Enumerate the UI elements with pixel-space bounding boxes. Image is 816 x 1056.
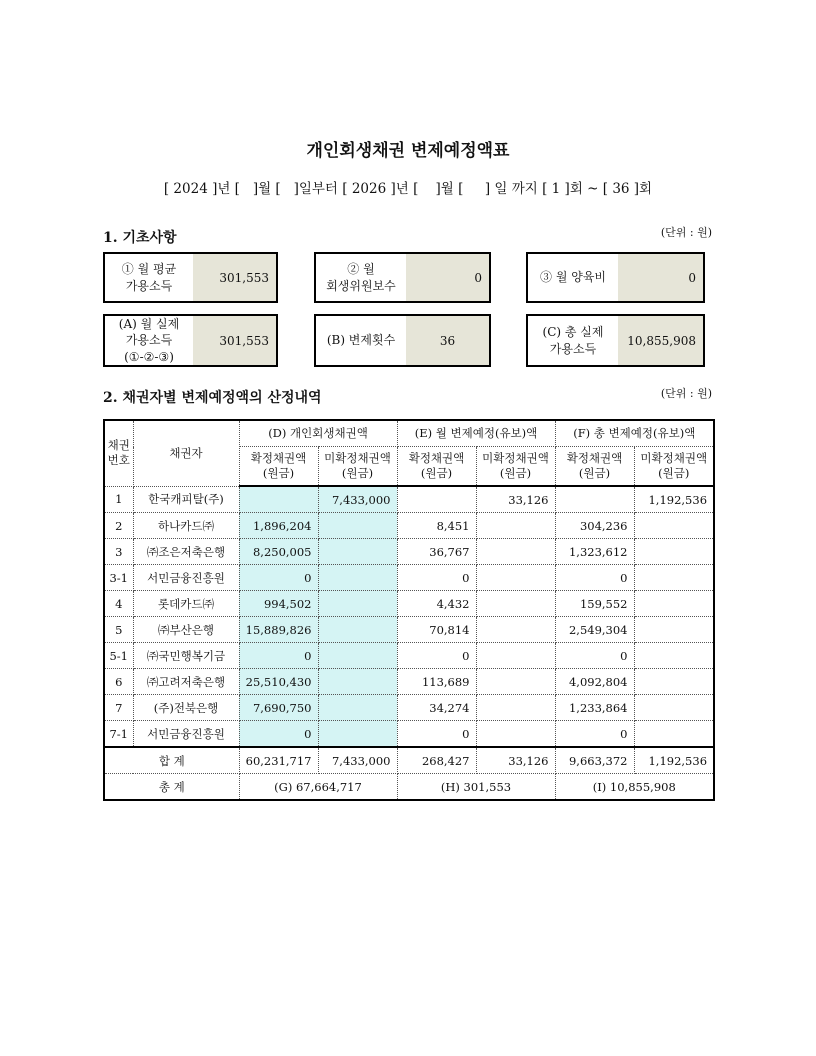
cell-d1: 0 bbox=[239, 643, 318, 669]
table-row bbox=[104, 565, 714, 591]
header-creditor-no: 채권 번호 bbox=[104, 420, 133, 486]
table-row bbox=[104, 695, 714, 721]
cell-d1: 1,896,204 bbox=[239, 513, 318, 539]
period-part-4: ]월 [ bbox=[435, 181, 464, 197]
header-E: (E) 월 변제예정(유보)액 bbox=[397, 420, 555, 447]
cell-no: 5-1 bbox=[104, 643, 133, 669]
basic-box-total-income bbox=[526, 314, 705, 367]
cell-f1: 304,236 bbox=[555, 513, 634, 539]
table-row bbox=[104, 721, 714, 748]
basic-label: (C) 총 실제 가용소득 bbox=[528, 316, 618, 365]
sum-e2: 33,126 bbox=[476, 747, 555, 774]
sum-d1: 60,231,717 bbox=[239, 747, 318, 774]
cell-name: 한국캐피탈(주) bbox=[133, 486, 239, 513]
cell-no: 3-1 bbox=[104, 565, 133, 591]
cell-e2 bbox=[476, 539, 555, 565]
cell-name: 롯데카드㈜ bbox=[133, 591, 239, 617]
cell-f1: 0 bbox=[555, 721, 634, 748]
cell-d1: 25,510,430 bbox=[239, 669, 318, 695]
section1-unit: (단위 : 원) bbox=[660, 226, 712, 239]
section2-heading: 2. 채권자별 변제예정액의 산정내역 bbox=[103, 390, 322, 406]
cell-f1: 4,092,804 bbox=[555, 669, 634, 695]
cell-f1: 2,549,304 bbox=[555, 617, 634, 643]
cell-e1: 8,451 bbox=[397, 513, 476, 539]
cell-f2 bbox=[634, 513, 714, 539]
cell-f2 bbox=[634, 721, 714, 748]
cell-name: 하나카드㈜ bbox=[133, 513, 239, 539]
cell-d1: 8,250,005 bbox=[239, 539, 318, 565]
header-creditor: 채권자 bbox=[133, 420, 239, 486]
sum-d2: 7,433,000 bbox=[318, 747, 397, 774]
cell-e1: 0 bbox=[397, 643, 476, 669]
period-part-1: [ 2024 ]년 [ bbox=[163, 181, 240, 197]
cell-d1: 15,889,826 bbox=[239, 617, 318, 643]
cell-f1: 1,233,864 bbox=[555, 695, 634, 721]
cell-no: 5 bbox=[104, 617, 133, 643]
cell-e1: 4,432 bbox=[397, 591, 476, 617]
cell-f2 bbox=[634, 695, 714, 721]
cell-no: 3 bbox=[104, 539, 133, 565]
sum-f1: 9,663,372 bbox=[555, 747, 634, 774]
table-row bbox=[104, 513, 714, 539]
period-part-3: ]일부터 [ 2026 ]년 [ bbox=[293, 181, 419, 197]
cell-e1: 0 bbox=[397, 721, 476, 748]
basic-value: 0 bbox=[618, 254, 703, 301]
cell-f1: 159,552 bbox=[555, 591, 634, 617]
basic-value: 301,553 bbox=[193, 254, 276, 301]
basic-value: 10,855,908 bbox=[618, 316, 703, 365]
cell-d2 bbox=[318, 643, 397, 669]
cell-f2 bbox=[634, 539, 714, 565]
cell-d2 bbox=[318, 617, 397, 643]
cell-d1: 994,502 bbox=[239, 591, 318, 617]
total-i: (I) 10,855,908 bbox=[555, 774, 714, 801]
header-D-unconfirmed: 미확정채권액 (원금) bbox=[318, 447, 397, 487]
cell-d2 bbox=[318, 591, 397, 617]
repayment-period bbox=[0, 177, 816, 197]
header-F: (F) 총 변제예정(유보)액 bbox=[555, 420, 714, 447]
cell-d1: 7,690,750 bbox=[239, 695, 318, 721]
cell-name: 서민금융진흥원 bbox=[133, 721, 239, 748]
cell-f2 bbox=[634, 643, 714, 669]
cell-name: ㈜부산은행 bbox=[133, 617, 239, 643]
cell-name: (주)전북은행 bbox=[133, 695, 239, 721]
basic-box-trustee-fee bbox=[314, 252, 491, 303]
cell-name: 서민금융진흥원 bbox=[133, 565, 239, 591]
cell-no: 1 bbox=[104, 486, 133, 513]
cell-name: ㈜국민행복기금 bbox=[133, 643, 239, 669]
basic-value: 301,553 bbox=[193, 316, 276, 365]
page-title: 개인회생채권 변제예정액표 bbox=[306, 141, 510, 161]
total-g: (G) 67,664,717 bbox=[239, 774, 397, 801]
basic-box-repay-count bbox=[314, 314, 491, 367]
cell-d2 bbox=[318, 539, 397, 565]
sum-label: 합 계 bbox=[104, 747, 239, 774]
cell-d2 bbox=[318, 669, 397, 695]
cell-no: 7-1 bbox=[104, 721, 133, 748]
cell-e2 bbox=[476, 565, 555, 591]
cell-d1: 0 bbox=[239, 721, 318, 748]
table-row bbox=[104, 539, 714, 565]
cell-d1: 0 bbox=[239, 565, 318, 591]
cell-e1 bbox=[397, 486, 476, 513]
table-row bbox=[104, 643, 714, 669]
cell-e2 bbox=[476, 513, 555, 539]
basic-box-childcare bbox=[526, 252, 705, 303]
section1-heading: 1. 기초사항 bbox=[103, 230, 177, 246]
basic-value: 0 bbox=[406, 254, 489, 301]
cell-f1: 0 bbox=[555, 643, 634, 669]
cell-no: 2 bbox=[104, 513, 133, 539]
sum-f2: 1,192,536 bbox=[634, 747, 714, 774]
cell-name: ㈜고려저축은행 bbox=[133, 669, 239, 695]
basic-value: 36 bbox=[406, 316, 489, 365]
period-part-5: ] 일 까지 [ 1 ]회 ~ [ 36 ]회 bbox=[484, 181, 653, 197]
cell-name: ㈜조은저축은행 bbox=[133, 539, 239, 565]
total-h: (H) 301,553 bbox=[397, 774, 555, 801]
cell-d2 bbox=[318, 721, 397, 748]
header-F-unconfirmed: 미확정채권액 (원금) bbox=[634, 447, 714, 487]
cell-e1: 34,274 bbox=[397, 695, 476, 721]
cell-e2: 33,126 bbox=[476, 486, 555, 513]
cell-e2 bbox=[476, 643, 555, 669]
basic-label: ① 월 평균 가용소득 bbox=[105, 254, 193, 301]
header-D: (D) 개인회생채권액 bbox=[239, 420, 397, 447]
cell-f1: 0 bbox=[555, 565, 634, 591]
cell-f1 bbox=[555, 486, 634, 513]
cell-d2 bbox=[318, 513, 397, 539]
cell-e1: 70,814 bbox=[397, 617, 476, 643]
basic-label: (B) 변제횟수 bbox=[316, 316, 406, 365]
header-D-confirmed: 확정채권액 (원금) bbox=[239, 447, 318, 487]
header-E-unconfirmed: 미확정채권액 (원금) bbox=[476, 447, 555, 487]
cell-f2 bbox=[634, 617, 714, 643]
repayment-table bbox=[103, 419, 715, 801]
cell-d2: 7,433,000 bbox=[318, 486, 397, 513]
basic-label: ② 월 회생위원보수 bbox=[316, 254, 406, 301]
cell-e1: 0 bbox=[397, 565, 476, 591]
basic-box-actual-income bbox=[103, 314, 278, 367]
table-row bbox=[104, 591, 714, 617]
cell-e2 bbox=[476, 591, 555, 617]
table-row bbox=[104, 669, 714, 695]
cell-e2 bbox=[476, 695, 555, 721]
cell-f2 bbox=[634, 669, 714, 695]
cell-no: 6 bbox=[104, 669, 133, 695]
cell-f2 bbox=[634, 591, 714, 617]
table-row bbox=[104, 486, 714, 513]
period-part-2: ]월 [ bbox=[252, 181, 281, 197]
header-E-confirmed: 확정채권액 (원금) bbox=[397, 447, 476, 487]
basic-label: (A) 월 실제 가용소득 (①-②-③) bbox=[105, 316, 193, 365]
cell-d2 bbox=[318, 695, 397, 721]
cell-no: 7 bbox=[104, 695, 133, 721]
cell-d2 bbox=[318, 565, 397, 591]
cell-e2 bbox=[476, 617, 555, 643]
cell-no: 4 bbox=[104, 591, 133, 617]
cell-f2 bbox=[634, 565, 714, 591]
cell-d1 bbox=[239, 486, 318, 513]
cell-f2: 1,192,536 bbox=[634, 486, 714, 513]
section2-unit: (단위 : 원) bbox=[660, 387, 712, 400]
header-F-confirmed: 확정채권액 (원금) bbox=[555, 447, 634, 487]
cell-e1: 113,689 bbox=[397, 669, 476, 695]
sum-e1: 268,427 bbox=[397, 747, 476, 774]
cell-f1: 1,323,612 bbox=[555, 539, 634, 565]
basic-box-avg-income bbox=[103, 252, 278, 303]
cell-e2 bbox=[476, 669, 555, 695]
table-row bbox=[104, 617, 714, 643]
cell-e2 bbox=[476, 721, 555, 748]
total-label: 총 계 bbox=[104, 774, 239, 801]
basic-label: ③ 월 양육비 bbox=[528, 254, 618, 301]
cell-e1: 36,767 bbox=[397, 539, 476, 565]
